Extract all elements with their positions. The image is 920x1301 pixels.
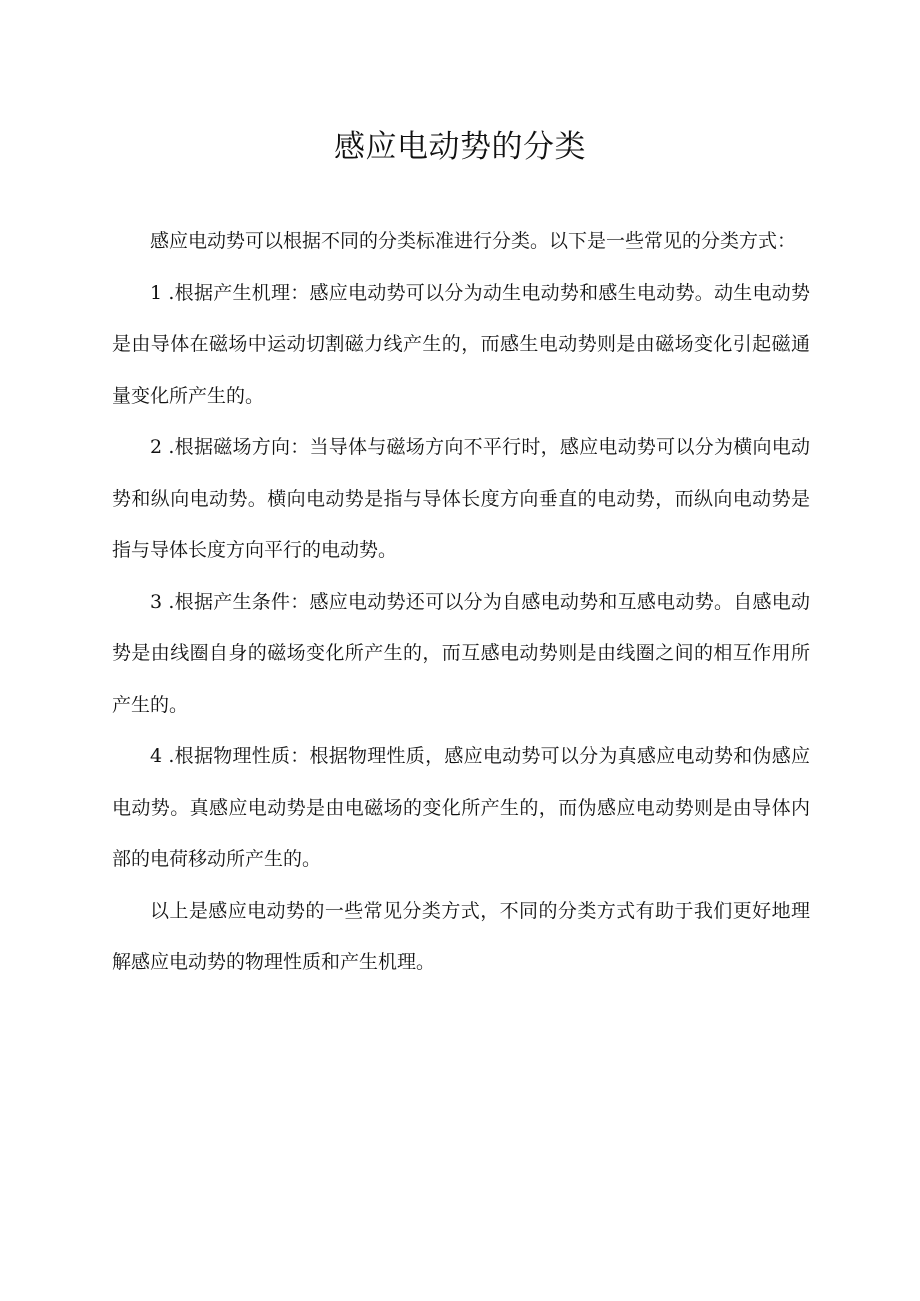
paragraph-mechanism: 1 .根据产生机理：感应电动势可以分为动生电动势和感生电动势。动生电动势是由导体在磁场中运动切割磁力线产生的，而感生电动势则是由磁场变化引起磁通量变化所产生的。 [112, 281, 810, 407]
conclusion-paragraph: 以上是感应电动势的一些常见分类方式，不同的分类方式有助于我们更好地理解感应电动势的物理性质和产生机理。 [112, 899, 810, 973]
intro-paragraph: 感应电动势可以根据不同的分类标准进行分类。以下是一些常见的分类方式： [150, 230, 797, 252]
paragraph-conditions: 3 .根据产生条件：感应电动势还可以分为自感电动势和互感电动势。自感电动势是由线圈自身的磁场变化所产生的，而互感电动势则是由线圈之间的相互作用所产生的。 [112, 590, 810, 716]
document-title: 感应电动势的分类 [334, 129, 586, 165]
document-body [112, 216, 810, 989]
paragraph-field-direction: 2 .根据磁场方向：当导体与磁场方向不平行时，感应电动势可以分为横向电动势和纵向电动势。横向电动势是指与导体长度方向垂直的电动势，而纵向电动势是指与导体长度方向平行的电动势。 [112, 436, 810, 561]
paragraph-physical-nature: 4 .根据物理性质：根据物理性质，感应电动势可以分为真感应电动势和伪感应电动势。真感应电动势是由电磁场的变化所产生的，而伪感应电动势则是由导体内部的电荷移动所产生的。 [112, 745, 810, 870]
